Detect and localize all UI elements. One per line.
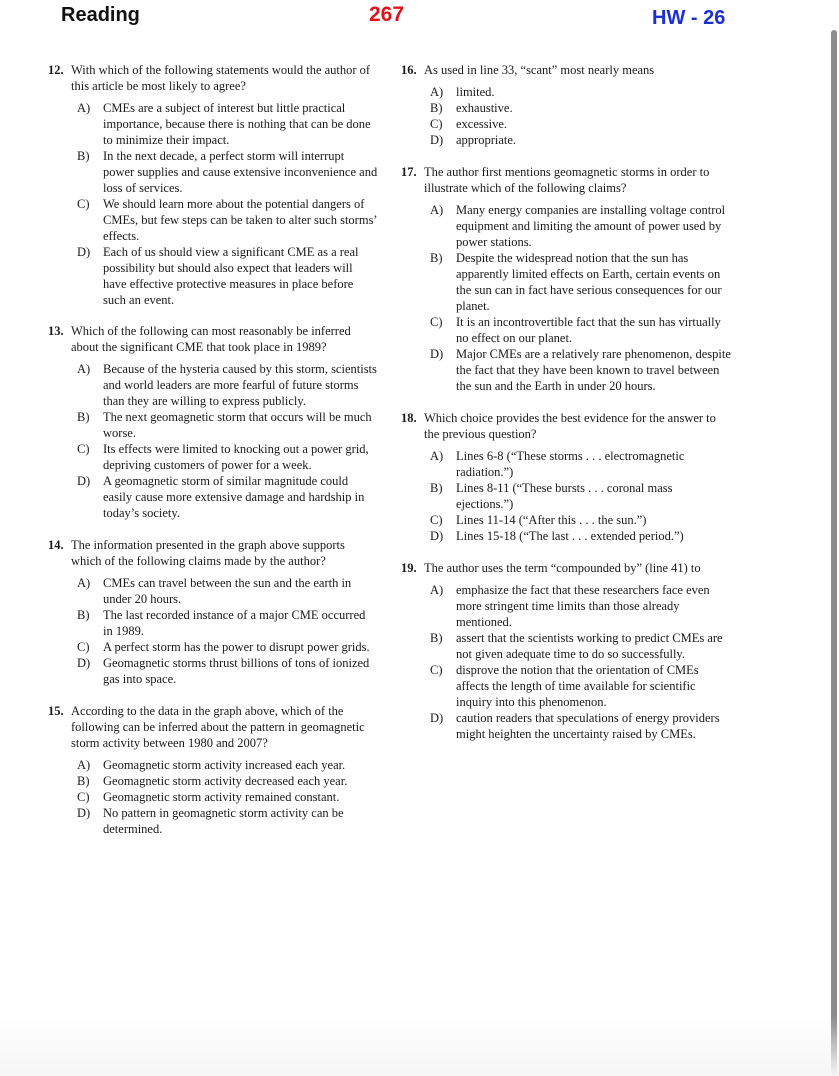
option-b[interactable]: B) In the next decade, a perfect storm will interrupt power supplies and cause extensive inconvenience and loss of services. [77, 149, 378, 195]
answer-options [48, 575, 378, 687]
answer-options [401, 202, 731, 394]
question-12 [48, 62, 378, 308]
option-d[interactable]: D) A geomagnetic storm of similar magnitude could easily cause more extensive damage and hardship in today’s society. [77, 474, 365, 520]
question-16 [401, 62, 731, 148]
option-c[interactable]: C) We should learn more about the potential dangers of CMEs, but few steps can be taken to alter such storms’ effects. [77, 197, 377, 243]
option-c[interactable]: C) excessive. [430, 117, 508, 131]
option-d[interactable]: D) Lines 15-18 (“The last . . . extended period.”) [430, 529, 684, 543]
option-c[interactable]: C) disprove the notion that the orientation of CMEs affects the length of time available for scientific inquiry into this phenomenon. [430, 663, 699, 709]
option-b[interactable]: B) Geomagnetic storm activity decreased each year. [77, 774, 348, 788]
option-c[interactable]: C) Lines 11-14 (“After this . . . the sun.”) [430, 513, 647, 527]
question-17 [401, 164, 731, 394]
answer-options [401, 448, 731, 544]
option-a[interactable]: A) emphasize the fact that these researchers face even more stringent time limits than those already mentioned. [430, 583, 710, 629]
question-13 [48, 323, 378, 521]
option-a[interactable]: A) Lines 6-8 (“These storms . . . electromagnetic radiation.”) [430, 449, 685, 479]
option-a[interactable]: A) Geomagnetic storm activity increased each year. [77, 758, 346, 772]
option-b[interactable]: B) exhaustive. [430, 101, 513, 115]
question-stem: As used in line 33, “scant” most nearly means [424, 63, 655, 77]
answer-options [48, 361, 378, 521]
option-c[interactable]: C) Geomagnetic storm activity remained constant. [77, 790, 340, 804]
question-number: 18. [401, 411, 417, 425]
option-a[interactable]: A) Because of the hysteria caused by this storm, scientists and world leaders are more fearful of future storms than they are willing to express publicly. [77, 362, 377, 408]
option-a[interactable]: A) CMEs can travel between the sun and the earth in under 20 hours. [77, 576, 352, 606]
question-19 [401, 560, 731, 742]
option-a[interactable]: A) Many energy companies are installing voltage control equipment and limiting the amount of power used by power stations. [430, 203, 726, 249]
answer-options [48, 757, 378, 837]
option-b[interactable]: B) The last recorded instance of a major CME occurred in 1989. [77, 608, 366, 638]
option-c[interactable]: C) It is an incontrovertible fact that the sun has virtually no effect on our planet. [430, 315, 721, 345]
option-b[interactable]: B) The next geomagnetic storm that occurs will be much worse. [77, 410, 372, 440]
question-stem: Which of the following can most reasonably be inferred about the significant CME that took place in 1989? [71, 324, 351, 354]
question-14 [48, 537, 378, 687]
question-stem: The author first mentions geomagnetic storms in order to illustrate which of the following claims? [424, 165, 710, 195]
option-c[interactable]: C) Its effects were limited to knocking out a power grid, depriving customers of power for a week. [77, 442, 369, 472]
option-d[interactable]: D) No pattern in geomagnetic storm activity can be determined. [77, 806, 344, 836]
vertical-scrollbar[interactable] [831, 30, 837, 1076]
bottom-fade [0, 1016, 839, 1076]
question-number: 12. [48, 63, 64, 77]
question-stem: The information presented in the graph above supports which of the following claims made by the author? [71, 538, 345, 568]
question-number: 17. [401, 165, 417, 179]
question-15 [48, 703, 378, 837]
page-number: 267 [369, 3, 405, 26]
option-a[interactable]: A) CMEs are a subject of interest but little practical importance, because there is nothing that can be done to minimize their impact. [77, 101, 371, 147]
option-b[interactable]: B) Lines 8-11 (“These bursts . . . coronal mass ejections.”) [430, 481, 673, 511]
homework-label: HW - 26 [652, 7, 726, 29]
question-stem: The author uses the term “compounded by” (line 41) to [424, 561, 701, 575]
option-b[interactable]: B) Despite the widespread notion that the sun has apparently limited effects on Earth, certain events on the sun can in fact have serious consequences for our planet. [430, 251, 722, 313]
question-stem: Which choice provides the best evidence for the answer to the previous question? [424, 411, 716, 441]
subject-title: Reading [61, 4, 140, 26]
option-d[interactable]: D) Major CMEs are a relatively rare phenomenon, despite the fact that they have been known to travel between the sun and the Earth in under 20 hours. [430, 347, 731, 393]
question-stem: With which of the following statements would the author of this article be most likely to agree? [71, 63, 371, 93]
question-number: 15. [48, 704, 64, 718]
question-number: 14. [48, 538, 64, 552]
option-d[interactable]: D) Each of us should view a significant CME as a real possibility but should also expect that leaders will have effective protective measures in place before such an event. [77, 245, 359, 307]
question-number: 19. [401, 561, 417, 575]
answer-options [401, 582, 731, 742]
option-d[interactable]: D) Geomagnetic storms thrust billions of tons of ionized gas into space. [77, 656, 370, 686]
left-column [48, 62, 378, 837]
answer-options [401, 84, 731, 148]
option-a[interactable]: A) limited. [430, 85, 495, 99]
answer-options [48, 100, 378, 308]
option-b[interactable]: B) assert that the scientists working to predict CMEs are not given adequate time to do so successfully. [430, 631, 723, 661]
question-number: 13. [48, 324, 64, 338]
question-number: 16. [401, 63, 417, 77]
question-18 [401, 410, 731, 544]
option-d[interactable]: D) appropriate. [430, 133, 517, 147]
right-column [401, 62, 731, 742]
option-d[interactable]: D) caution readers that speculations of energy providers might heighten the uncertainty raised by CMEs. [430, 711, 720, 741]
question-stem: According to the data in the graph above, which of the following can be inferred about the pattern in geomagnetic storm activity between 1980 and 2007? [71, 704, 365, 750]
option-c[interactable]: C) A perfect storm has the power to disrupt power grids. [77, 640, 370, 654]
